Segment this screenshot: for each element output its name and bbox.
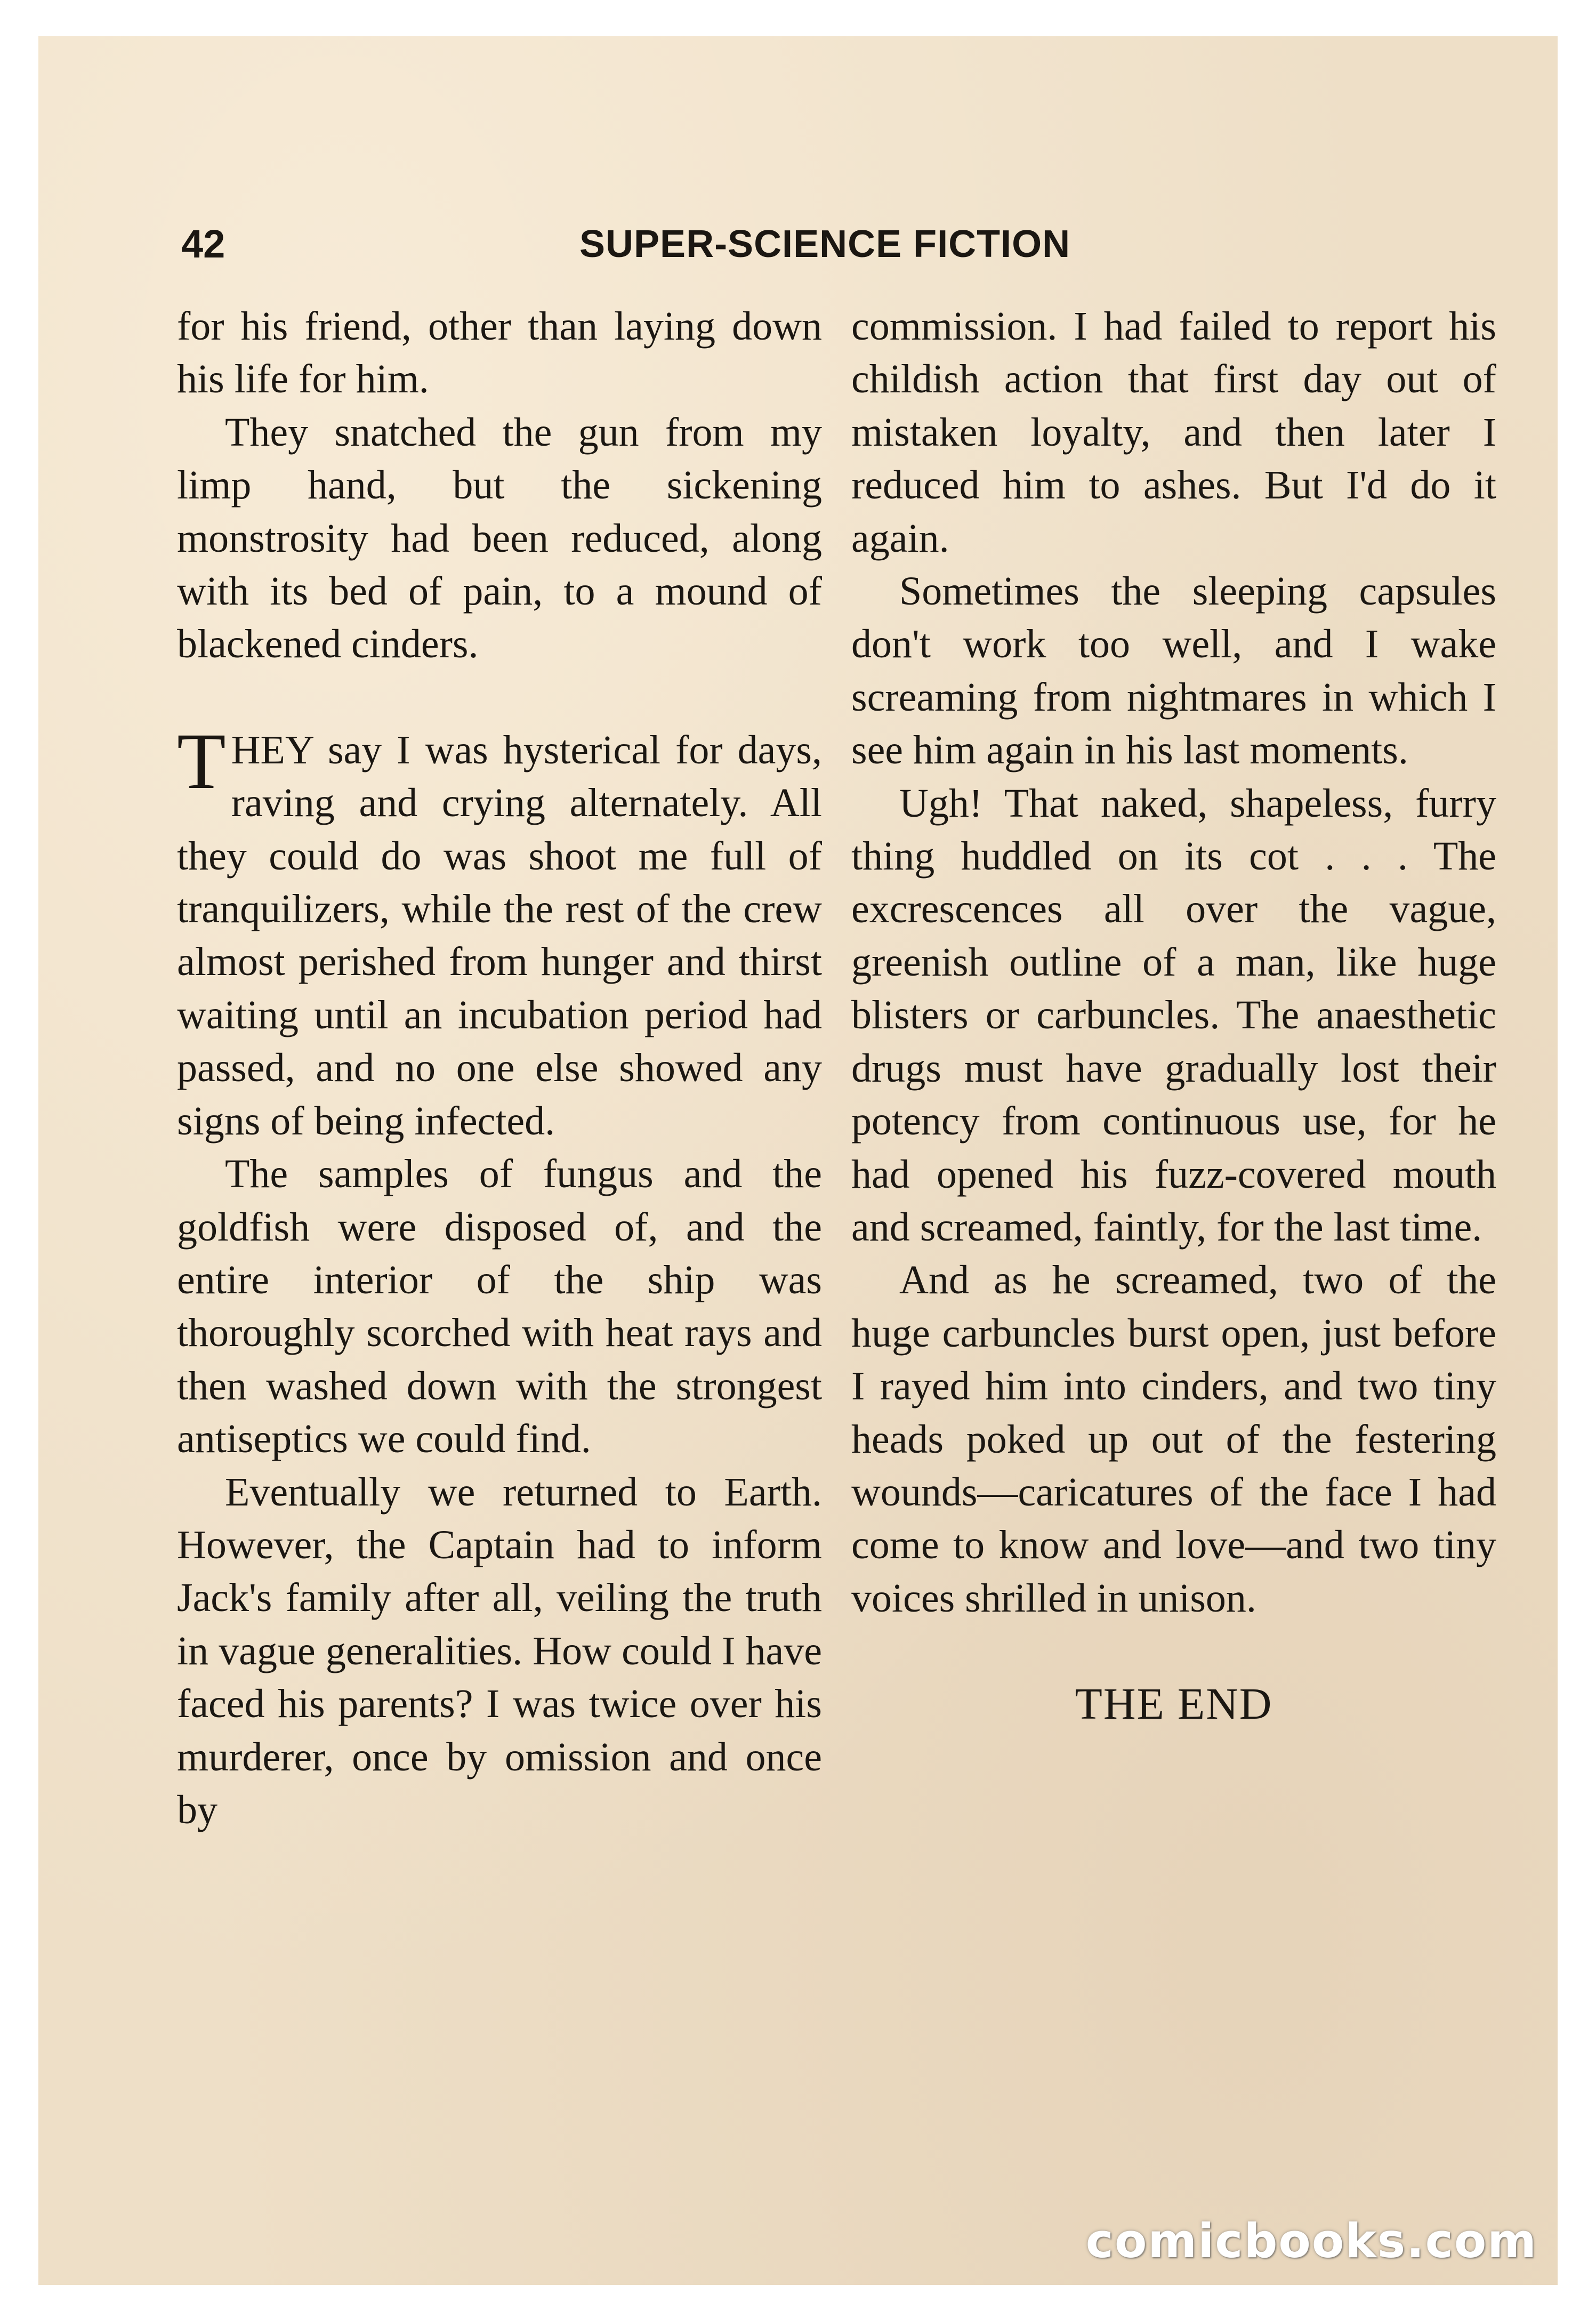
- paragraph: Eventually we returned to Earth. However, the Captain had to inform Jack's family after all, veiling the truth in vague generalities. How could I have faced his parents? I was twice over his murderer, once by omission and once by: [177, 1469, 822, 1832]
- paragraph: They snatched the gun from my limp hand, but the sickening monstrosity had been reduced, along with its bed of pain, to a mound of blackened cinders.: [177, 409, 822, 667]
- page-number: 42: [181, 222, 225, 266]
- paragraph: And as he screamed, two of the huge carbuncles burst open, just before I rayed him into cinders, and two tiny heads poked up out of the festering wounds—caricatures of the face I had come to know and love—and two tiny voices shrilled in unison.: [851, 1258, 1496, 1621]
- drop-cap: T: [177, 716, 226, 806]
- watermark-logo: comicbooks.com: [1085, 2213, 1537, 2268]
- paragraph: commission. I had failed to report his childish action that first day out of mistaken loyalty, and then later I reduced him to ashes. But I'd do it again.: [851, 304, 1496, 561]
- paragraph-text: HEY say I was hysterical for days, raving and crying alternately. All they could do was shoot me full of tranquilizers, while the rest of the crew almost perished from hunger and thirst waiting until an incubation period had passed, and no one else showed any signs of being infected.: [177, 727, 822, 1144]
- running-title: SUPER-SCIENCE FICTION: [579, 223, 1071, 265]
- magazine-page: [38, 36, 1558, 2285]
- section-break: [851, 1625, 1496, 1678]
- paragraph: for his friend, other than laying down his life for him.: [177, 304, 822, 402]
- paragraph: Ugh! That naked, shapeless, furry thing huddled on its cot . . . The excrescences all over the vague, greenish outline of a man, like huge blisters or carbuncles. The anaesthetic drugs must have gradually lost their potency from continuous use, for he had opened his fuzz-covered mouth and screamed, faintly, for the last time.: [851, 780, 1496, 1250]
- left-column: [177, 300, 822, 1837]
- paragraph: Sometimes the sleeping capsules don't work too well, and I wake screaming from nightmares in which I see him again in his last moments.: [851, 569, 1496, 773]
- paragraph: The samples of fungus and the goldfish were disposed of, and the entire interior of the ship was thoroughly scorched with heat rays and then washed down with the strongest antiseptics we could find.: [177, 1152, 822, 1462]
- section-break: [177, 671, 822, 724]
- right-column: [851, 300, 1496, 1731]
- section-opening-paragraph: [177, 716, 822, 1148]
- the-end-mark: THE END: [1075, 1679, 1273, 1729]
